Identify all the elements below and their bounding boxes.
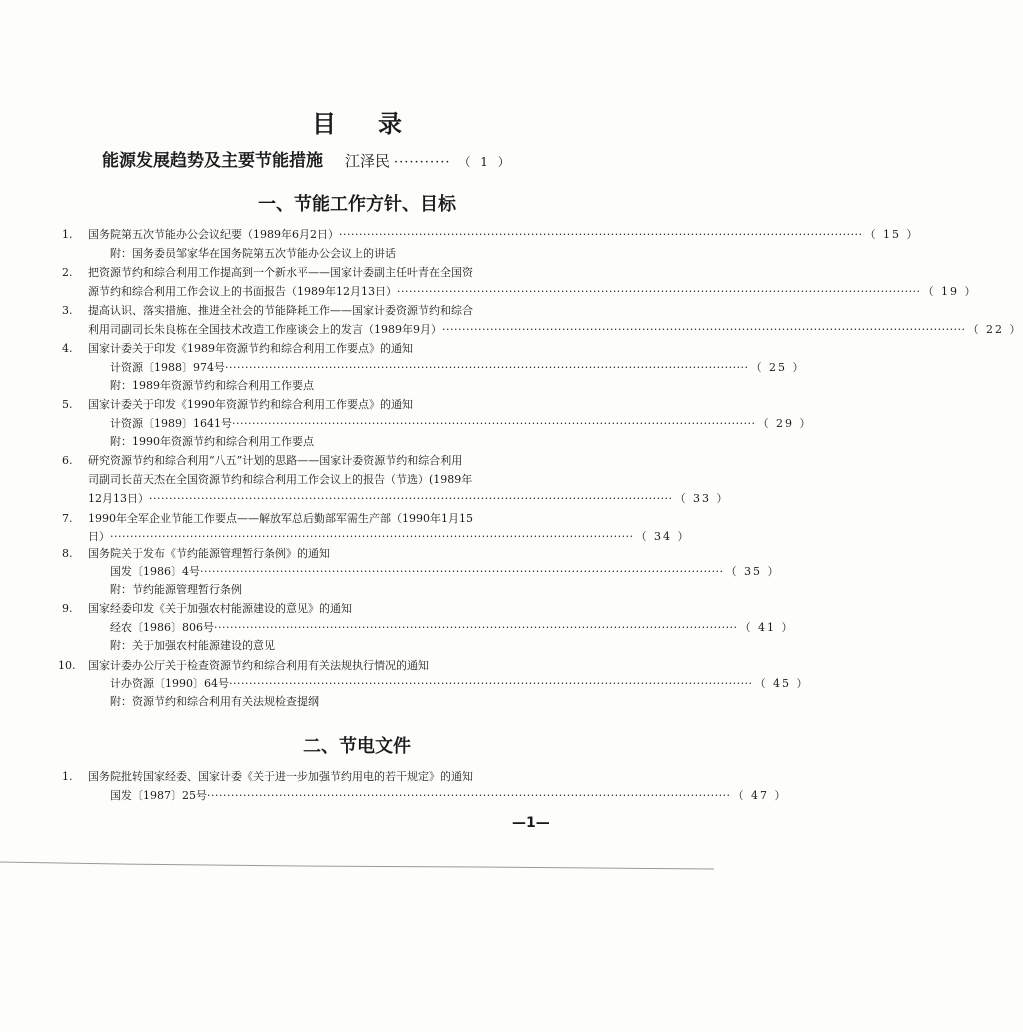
entry-page: （ 22 ） [967, 323, 1023, 336]
page-title [0, 104, 714, 139]
entry-title: 国家计委关于印发《1989年资源节约和综合利用工作要点》的通知 [88, 342, 413, 355]
leader-dots: ··································································································································· [232, 417, 756, 430]
entry-title: 研究资源节约和综合利用“八五”计划的思路——国家计委资源节约和综合利用 [88, 454, 463, 467]
appendix-title: 附：关于加强农村能源建设的意见 [110, 639, 275, 652]
entry-doc-number: 计资源〔1989〕1641号 [110, 417, 232, 430]
entry-page: （ 41 ） [739, 621, 795, 634]
appendix-title: 附：1989年资源节约和综合利用工作要点 [110, 379, 314, 392]
entry-title: 12月13日） [88, 492, 149, 505]
scan-edge-line [0, 858, 714, 872]
leader-dots: ··································································································································· [442, 323, 966, 336]
entry-page: （ 19 ） [922, 285, 978, 298]
entry-title: 国务院第五次节能办公会议纪要（1989年6月2日） [88, 228, 339, 241]
entry-number: 2. [62, 266, 73, 279]
title-char: 录 [378, 110, 402, 138]
entry-page: （ 15 ） [864, 228, 920, 241]
leader-dots: ··································································································································· [207, 789, 731, 802]
entry-number: 1. [62, 228, 73, 241]
leader-dots: ··································································································································· [149, 492, 673, 505]
entry-title: 利用司副司长朱良栋在全国技术改造工作座谈会上的发言（1989年9月） [88, 323, 442, 336]
entry-number: 10. [58, 659, 76, 672]
title-char: 目 [312, 110, 336, 138]
appendix-title: 附：资源节约和综合利用有关法规检查提纲 [110, 695, 319, 708]
entry-title: 国务院批转国家经委、国家计委《关于进一步加强节约用电的若干规定》的通知 [88, 770, 473, 783]
entry-page: （ 45 ） [754, 677, 810, 690]
entry-number: 4. [62, 342, 73, 355]
lead-entry[interactable] [102, 146, 562, 170]
section-heading: 二、节电文件 [303, 736, 411, 757]
lead-entry-leader: ··········· [394, 155, 451, 170]
appendix-title: 附：国务委员邹家华在国务院第五次节能办公会议上的讲话 [110, 247, 396, 260]
entry-title: 司副司长苗天杰在全国资源节约和综合利用工作会议上的报告（节选）(1989年 [88, 473, 473, 486]
entry-number: 6. [62, 454, 73, 467]
entry-doc-number: 国发〔1987〕25号 [110, 789, 207, 802]
entry-number: 1. [62, 770, 73, 783]
leader-dots: ··································································································································· [339, 228, 863, 241]
leader-dots: ··································································································································· [229, 677, 753, 690]
leader-dots: ··································································································································· [214, 621, 738, 634]
entry-title: 国务院关于发布《节约能源管理暂行条例》的通知 [88, 547, 330, 560]
entry-number: 8. [62, 547, 73, 560]
entry-page: （ 34 ） [635, 530, 691, 543]
entry-title: 提高认识、落实措施、推进全社会的节能降耗工作——国家计委资源节约和综合 [88, 304, 473, 317]
entry-page: （ 33 ） [674, 492, 730, 505]
entry-title: 源节约和综合利用工作会议上的书面报告（1989年12月13日） [88, 285, 397, 298]
page-number: —1— [512, 815, 550, 831]
entry-title: 国家计委关于印发《1990年资源节约和综合利用工作要点》的通知 [88, 398, 413, 411]
entry-number: 5. [62, 398, 73, 411]
entry-page: （ 47 ） [732, 789, 788, 802]
lead-entry-title: 能源发展趋势及主要节能措施 [102, 151, 323, 171]
entry-number: 7. [62, 512, 73, 525]
section-heading: 一、节能工作方针、目标 [258, 194, 456, 215]
leader-dots: ··································································································································· [397, 285, 921, 298]
entry-doc-number: 国发〔1986〕4号 [110, 565, 200, 578]
leader-dots: ··································································································································· [200, 565, 724, 578]
entry-title: 1990年全军企业节能工作要点——解放军总后勤部军需生产部（1990年1月15 [88, 512, 473, 525]
leader-dots: ··································································································································· [110, 530, 634, 543]
entry-page: （ 35 ） [725, 565, 781, 578]
entry-title: 国家经委印发《关于加强农村能源建设的意见》的通知 [88, 602, 352, 615]
entry-doc-number: 计资源〔1988〕974号 [110, 361, 225, 374]
appendix-title: 附：节约能源管理暂行条例 [110, 583, 242, 596]
appendix-title: 附：1990年资源节约和综合利用工作要点 [110, 435, 314, 448]
entry-number: 3. [62, 304, 73, 317]
leader-dots: ··································································································································· [225, 361, 749, 374]
entry-title: 把资源节约和综合利用工作提高到一个新水平——国家计委副主任叶青在全国资 [88, 266, 473, 279]
lead-entry-author: 江泽民 [345, 152, 391, 170]
entry-title: 日） [88, 530, 110, 543]
entry-page: （ 25 ） [750, 361, 806, 374]
entry-title: 国家计委办公厅关于检查资源节约和综合利用有关法规执行情况的通知 [88, 659, 429, 672]
entry-page: （ 29 ） [757, 417, 813, 430]
lead-entry-page: （ 1 ） [458, 155, 513, 169]
entry-number: 9. [62, 602, 73, 615]
entry-doc-number: 经农〔1986〕806号 [110, 621, 214, 634]
entry-doc-number: 计办资源〔1990〕64号 [110, 677, 229, 690]
